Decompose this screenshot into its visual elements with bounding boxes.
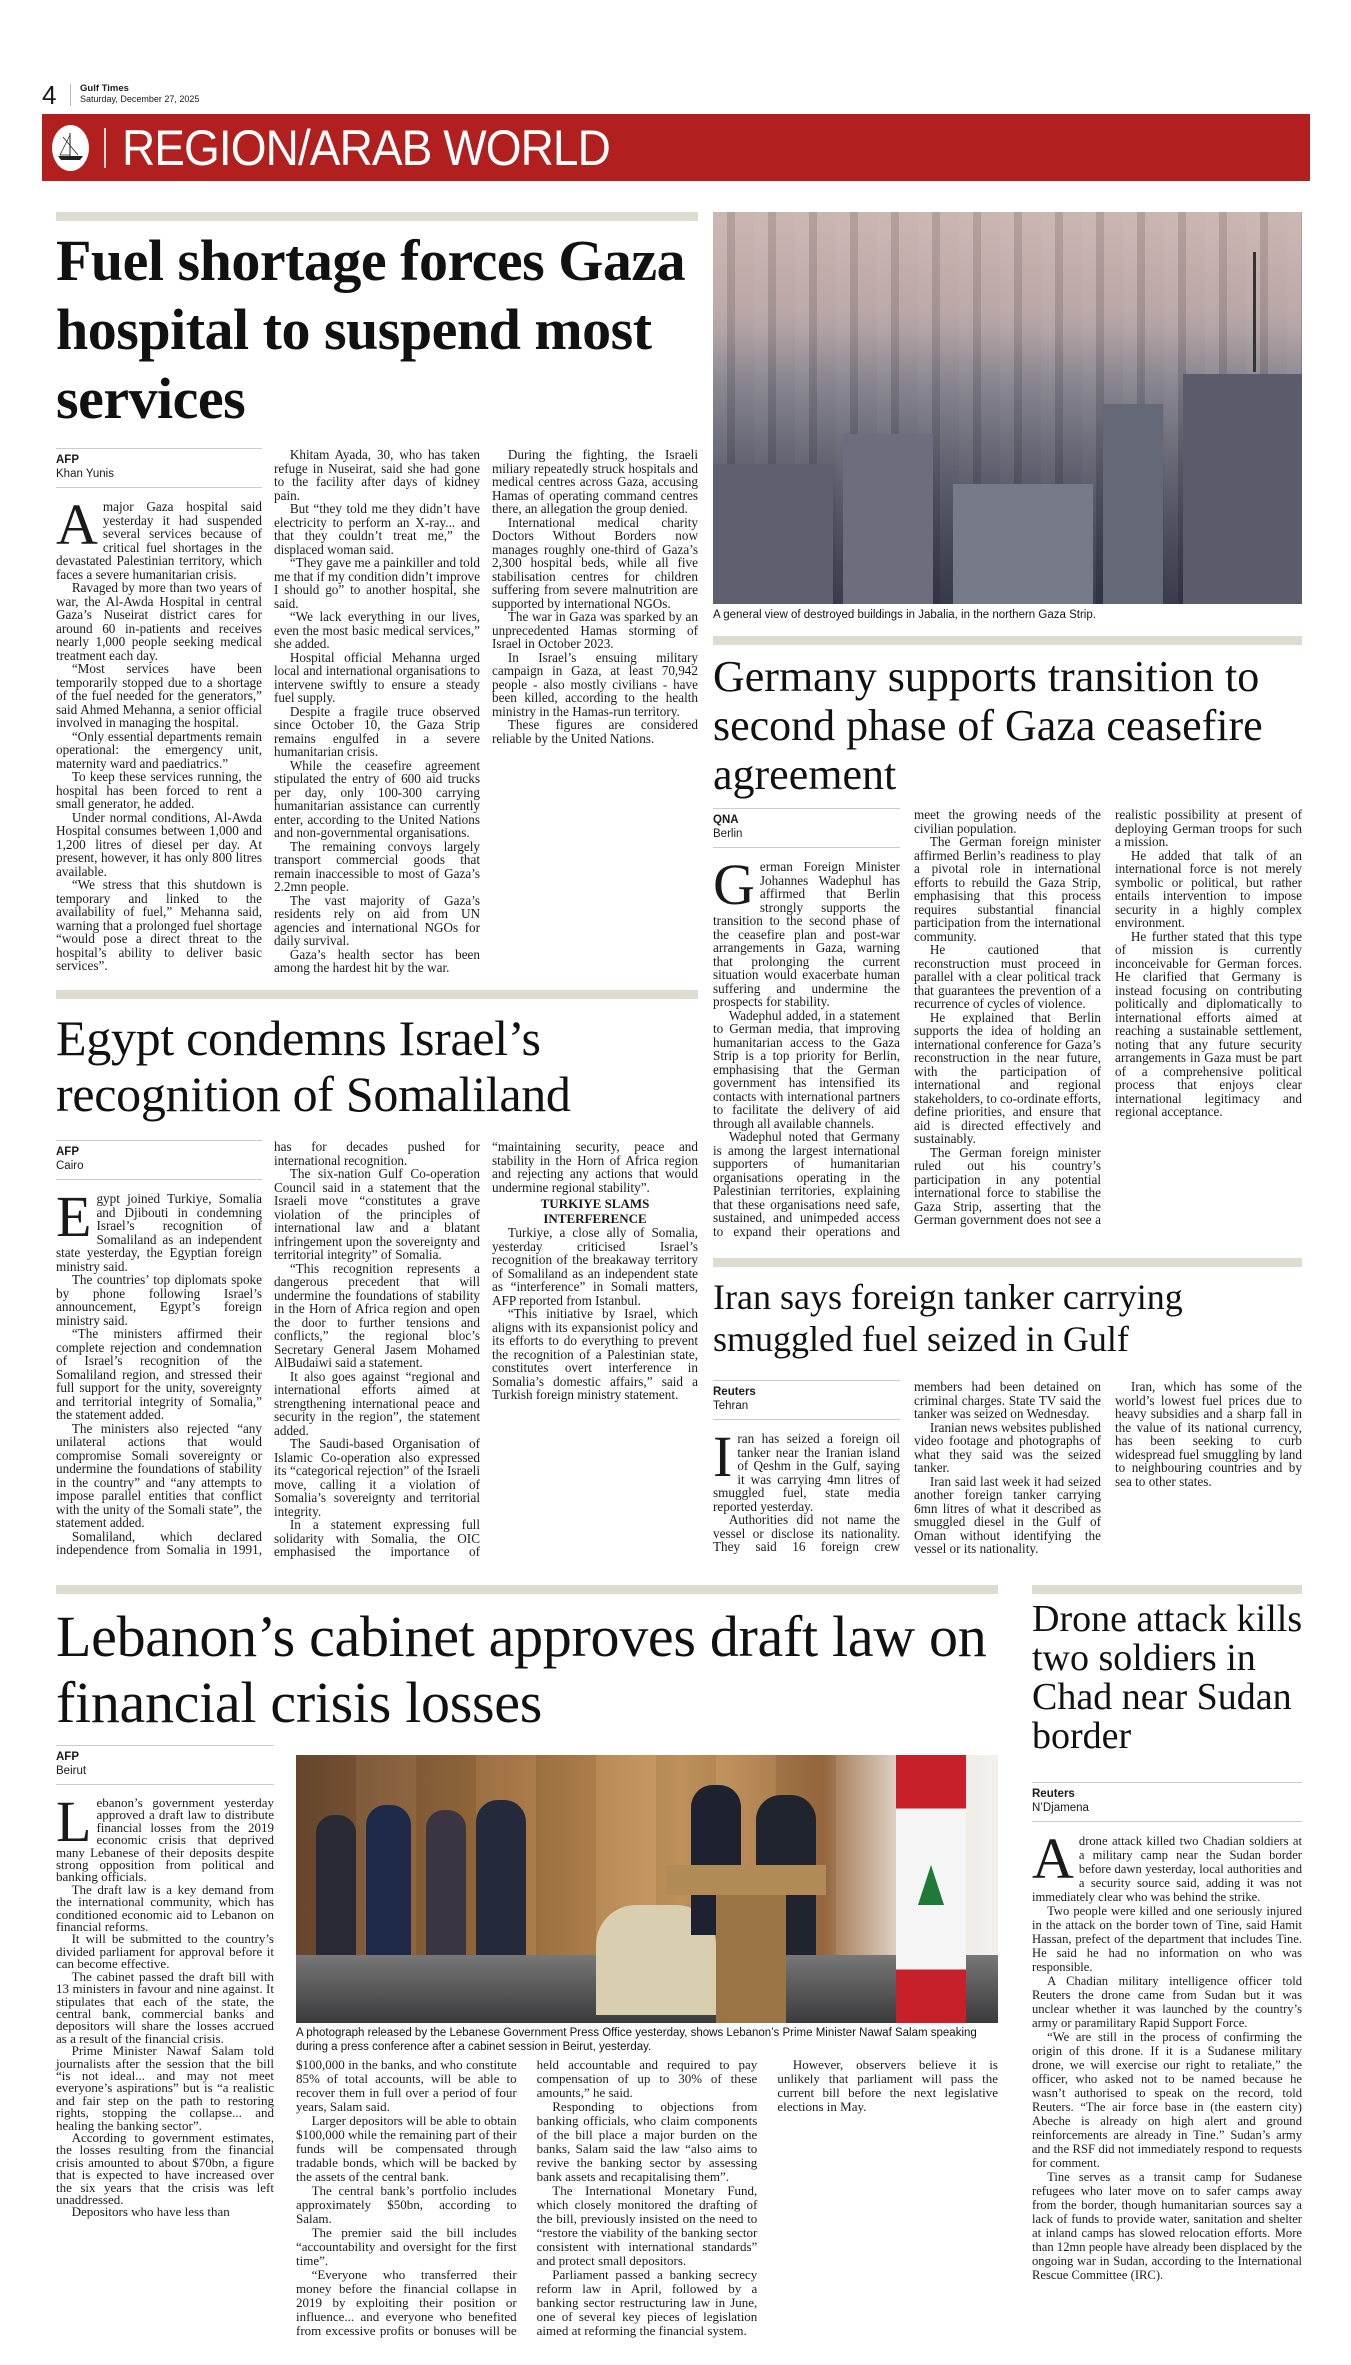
paragraph: Lebanon’s government yesterday approved a draft law to distribute financial losses from the 2019 economic crisis that deprived many Lebanese of their deposits despite strong opposition from political and banking officials.: [56, 1789, 274, 1885]
paragraph: Wadephul added, in a statement to German media, that improving humanitarian access to the Gaza Strip is a top priority for Berlin, emphasising that the German government has intensified its contacts with international partners to facilitate the delivery of aid through all available channels.: [713, 1007, 900, 1131]
egypt-paragraphs-continued: [492, 1226, 698, 1402]
page-number: 4: [42, 80, 57, 110]
germany-paragraphs: [713, 808, 1302, 1238]
paragraph: Authorities did not name the vessel or disclose its nationality. They said 16 foreign crew members had been detained on criminal charges. State TV said the tanker was seized on Wednesday.: [713, 1379, 1101, 1554]
paragraph: Depositors who have less than: [71, 2204, 230, 2220]
paragraph: Iran said last week it had seized another foreign tanker carrying 6mn litres of what it described as smuggled diesel in the Gulf of Oman without identifying the vessel or its nationality.: [914, 1473, 1101, 1556]
byline: [56, 1745, 274, 1785]
paragraph: While the ceasefire agreement stipulated the entry of 600 aid trucks per day, only 100-300 carrying humanitarian assistance can currently enter, according to the United Nations and non-governmental organisations.: [274, 757, 480, 840]
paragraph: The ministers also rejected “any unilateral actions that would compromise Somali sovereignty or undermine the foundations of stability in the country” and “any attempts to impose parallel entities that conflict with the unity of the Somali state”, the statement added.: [56, 1420, 262, 1530]
paragraph: He explained that Berlin supports the idea of holding an international conference for Gaza’s reconstruction in the near future, with the participation of international and regional stakeholders, to co-ordinate efforts, define priorities, and ensure that aid is directed effectively and sustainably.: [914, 1009, 1101, 1146]
paragraph: Responding to objections from banking officials, who claim components of the bill place a major burden on the banks, Salam said the law “also aims to revive the banking sector by assessing bank assets and recapitalising them”.: [536, 2099, 758, 2184]
paragraph: During the fighting, the Israeli miliary repeatedly struck hospitals and medical centres across Gaza, accusing Hamas of operating command centres there, an allegation the group denied.: [492, 447, 698, 516]
section-title: REGION/ARAB WORLD: [122, 120, 610, 176]
byline-agency: AFP: [56, 1146, 79, 1158]
dhow-logo-icon: [52, 125, 89, 171]
byline-agency: Reuters: [1032, 1788, 1075, 1800]
paragraph: Prime Minister Nawaf Salam told journalists after the session that the bill “is not ideal... and may not meet everyone’s aspirations” but is “a realistic and fair step on the path to restoring rights, stopping the collapse... and healing the banking sector”.: [56, 2043, 274, 2133]
paragraph: “Only essential departments remain operational: the emergency unit, maternity ward and paediatrics.”: [56, 728, 262, 771]
paragraph: The cabinet passed the draft bill with 13 ministers in favour and nine against. It stipulates that each of the state, the central bank, commercial banks and depositors will share the losses accrued as a result of the financial crisis.: [56, 1968, 274, 2046]
iran-headline: Iran says foreign tanker carrying smuggled fuel seized in Gulf: [713, 1277, 1183, 1359]
paragraph: International medical charity Doctors Without Borders now manages roughly one-third of Gaza’s 2,300 hospital beds, while all five stabilisation centres for children suffering from severe malnutrition are supported by international NGOs.: [492, 514, 698, 611]
gaza-photo-caption: A general view of destroyed buildings in Jabalia, in the northern Gaza Strip.: [713, 609, 1096, 621]
byline: [713, 808, 900, 848]
byline: [56, 1140, 262, 1180]
lebanon-photo-caption: A photograph released by the Lebanese Government Press Office yesterday, shows Lebanon’s Prime Minister Nawaf Salam speaking during a press conference after a cabinet session in Beirut, yesterday.: [296, 2027, 977, 2053]
paragraph: The central bank’s portfolio includes approximately $50bn, according to Salam.: [296, 2183, 517, 2226]
paragraph: Tine serves as a transit camp for Sudanese refugees who later move on to safer camps away from the border, though humanitarian sources say a lack of funds to provide water, sanitation and shelter at inland camps has slowed relocation efforts. More than 12mn people have already been displaced by the ongoing war in Sudan, according to the International Rescue Committee (IRC).: [1032, 2170, 1302, 2282]
byline-agency: AFP: [56, 1751, 79, 1763]
paragraph: These figures are considered reliable by the United Nations.: [492, 717, 698, 746]
lebanon-headline: Lebanon’s cabinet approves draft law on financial crisis losses: [56, 1604, 987, 1735]
byline-location: Cairo: [56, 1160, 84, 1172]
byline-location: N’Djamena: [1032, 1802, 1089, 1814]
gaza-article-body: [56, 448, 698, 983]
paragraph: “We stress that this shutdown is temporary and linked to the availability of fuel,” Mehanna said, warning that a prolonged fuel shortage “would pose a direct threat to the hospital’s ability to deliver basic services”.: [56, 877, 262, 973]
paragraph: Gaza’s health sector has been among the hardest hit by the war.: [274, 946, 480, 975]
byline-location: Beirut: [56, 1765, 87, 1777]
lebanon-article-body-col1: [56, 1745, 274, 2335]
article-divider: [56, 212, 698, 221]
paragraph: “Everyone who transferred their money before the financial collapse in 2019 by exploiting their position or influence... and everyone who benefited from excessive profits or bonuses will be held accountable and required to pay compensation of up to 30% of these amounts,” he said.: [296, 2057, 758, 2338]
article-divider: [56, 1585, 998, 1594]
paragraph: Khitam Ayada, 30, who has taken refuge in Nuseirat, said she had gone to the facility after days of kidney pain.: [274, 447, 480, 503]
paragraph: According to government estimates, the losses resulting from the financial crisis amounted to about $70bn, a figure that is expected to have increased over the six years that the crisis was left unaddressed.: [56, 2129, 274, 2207]
paragraph: Egypt joined Turkiye, Somalia and Djibouti in condemning Israel’s recognition of Somaliland as an independent state yesterday, the Egyptian foreign ministry said.: [56, 1184, 262, 1274]
paragraph: In Israel’s ensuing military campaign in Gaza, at least 70,942 people - also mostly civilians - have been killed, according to the health ministry in the Hamas-run territory.: [492, 649, 698, 719]
byline: [56, 448, 262, 488]
paragraph: Wadephul noted that Germany is among the largest international supporters of humanitarian organisations operating in the Palestinian territories, explaining that these organisations need safe, sustained, and unimpeded access to expand their operations and meet the growing needs of the civilian population.: [713, 807, 1101, 1239]
paragraph: The countries’ top diplomats spoke by phone following Israel’s announcement, Egypt’s foreign ministry said.: [56, 1272, 262, 1328]
paragraph: He cautioned that reconstruction must proceed in parallel with a clear political track that guarantees the prevention of a recurrence of cycles of violence.: [914, 942, 1101, 1011]
paragraph: “They gave me a painkiller and told me that if my condition didn’t improve I should go” to another hospital, she said.: [274, 555, 480, 611]
lebanon-article-body-cols: [296, 2058, 998, 2338]
paragraph: But “they told me they didn’t have electricity to perform an X-ray... and that they couldn’t treat me,” the displaced woman said.: [274, 501, 480, 557]
paragraph: Hospital official Mehanna urged local and international organisations to intervene swiftly to ensure a steady fuel supply.: [274, 649, 480, 705]
paragraph: Adrone attack killed two Chadian soldiers at a military camp near the Sudan border before dawn yesterday, local authorities and a security source said, adding it was not immediately clear who was behind the strike.: [1032, 1826, 1302, 1904]
publication-info: [80, 84, 199, 104]
gaza-paragraphs: [56, 448, 698, 983]
banner-divider: [104, 128, 106, 168]
paragraph: The premier said the bill includes “accountability and oversight for the first time”.: [296, 2225, 517, 2268]
paragraph: Ravaged by more than two years of war, the Al-Awda Hospital in central Gaza’s Nuseirat district cares for around 60 in-patients and receives nearly 1,000 people seeking medical treatment each day.: [56, 580, 262, 663]
paragraph: “We lack everything in our lives, even the most basic medical services,” she added.: [274, 609, 480, 651]
paragraph: The German foreign minister ruled out his country’s participation in any potential international force to stabilise the Gaza Strip, asserting that the German government does not see a realistic possibility at present of deploying German troops for such a mission.: [914, 807, 1302, 1227]
byline-agency: Reuters: [713, 1386, 756, 1398]
paragraph: Iran, which has some of the world’s lowest fuel prices due to heavy subsidies and a sharp fall in the value of its national currency, has been seeking to curb widespread fuel smuggling by land to neighbouring countries and by sea to other states.: [1115, 1379, 1302, 1489]
paragraph: “This initiative by Israel, which aligns with its expansionist policy and its efforts to do everything to prevent the recognition of a Palestinian state, constitutes overt interference in Somalia’s domestic affairs,” said a Turkish foreign ministry statement.: [492, 1306, 698, 1402]
gaza-destroyed-buildings-photo: [713, 212, 1302, 604]
gaza-headline: Fuel shortage forces Gaza hospital to suspend most services: [56, 228, 686, 431]
paragraph: However, observers believe it is unlikely that parliament will pass the current bill before the next legislative elections in May.: [777, 2057, 998, 2114]
publication-name: Gulf Times: [80, 83, 129, 94]
egypt-subhead: TURKIYE SLAMS INTERFERENCE: [540, 1196, 650, 1226]
paragraph: The Saudi-based Organisation of Islamic Co-operation also expressed its “categorical rejection” of the Israeli move, calling it a violation of Somalia’s sovereignty and territorial integrity.: [274, 1436, 480, 1519]
paragraph: Parliament passed a banking secrecy reform law in April, followed by a banking sector restructuring law in June, one of several key pieces of legislation aimed at reforming the financial system.: [536, 2267, 758, 2338]
egypt-headline: Egypt condemns Israel’s recognition of Somaliland: [56, 1010, 571, 1122]
iran-article-body: [713, 1380, 1302, 1560]
article-divider: [1032, 1585, 1302, 1594]
paragraph: He added that talk of an international force is not merely symbolic or political, but rather entails intervention to impose security in a highly complex environment.: [1115, 847, 1302, 930]
lebanon-press-conference-photo: [296, 1755, 998, 2023]
header-divider: [70, 84, 71, 106]
germany-headline: Germany supports transition to second phase of Gaza ceasefire agreement: [713, 652, 1263, 799]
paragraph: The German foreign minister affirmed Berlin’s readiness to play a pivotal role in international efforts to rebuild the Gaza Strip, emphasising that this process requires substantial financial participation from the international community.: [914, 834, 1101, 944]
paragraph: It will be submitted to the country’s divided parliament for approval before it can become effective.: [56, 1931, 274, 1972]
article-divider: [713, 636, 1302, 645]
paragraph: Somaliland, which declared independence from Somalia in 1991, has for decades pushed for international recognition.: [56, 1139, 480, 1557]
paragraph: German Foreign Minister Johannes Wadephul has affirmed that Berlin strongly supports the transition to the second phase of the ceasefire plan and post-war arrangements in Gaza, warning that prolonging the current situation would exacerbate human suffering and undermine the prospects for stability.: [713, 852, 900, 1009]
chad-paragraphs: [1032, 1826, 1302, 2282]
publication-date: Saturday, December 27, 2025: [80, 94, 200, 104]
lebanon-paragraphs: [56, 1789, 274, 2220]
paragraph: The remaining convoys largely transport commercial goods that remain inaccessible to most of Gaza’s 2.2mn people.: [274, 838, 480, 894]
paragraph: Larger depositors will be able to obtain $100,000 while the remaining part of their funds will be compensated through tradable bonds, which will be backed by the assets of the central bank.: [296, 2113, 517, 2184]
paragraph: To keep these services running, the hospital has been forced to rent a small generator, he added.: [56, 769, 262, 811]
byline-location: Khan Yunis: [56, 468, 114, 480]
paragraph: Amajor Gaza hospital said yesterday it had suspended several services because of critical fuel shortages in the devastated Palestinian territory, which faces a severe humanitarian crisis.: [56, 492, 262, 582]
paragraph: “Most services have been temporarily stopped due to a shortage of the fuel needed for the generators,” said Ahmed Mehanna, a senior official involved in managing the hospital.: [56, 661, 262, 730]
lebanon-paragraphs-continued: [296, 2058, 998, 2338]
paragraph: Iranian news websites published video footage and photographs of what they said was the seized tanker.: [914, 1419, 1101, 1475]
byline: [713, 1380, 900, 1420]
chad-headline: Drone attack kills two soldiers in Chad near Sudan border: [1032, 1598, 1303, 1757]
paragraph: The draft law is a key demand from the international community, which has conditioned economic aid to Lebanon on financial reforms.: [56, 1881, 274, 1935]
byline-location: Berlin: [713, 828, 743, 840]
byline: [1032, 1782, 1302, 1822]
egypt-article-body: [56, 1140, 698, 1565]
byline-agency: AFP: [56, 454, 79, 466]
paragraph: The vast majority of Gaza’s residents rely on aid from UN agencies and international NGOs for daily survival.: [274, 892, 480, 948]
paragraph: The International Monetary Fund, which closely monitored the drafting of the bill, previously insisted on the need to “restore the viability of the banking sector consistent with international standards” and protect small depositors.: [536, 2183, 758, 2268]
paragraph: The six-nation Gulf Co-operation Council said in a statement that the Israeli move “constitutes a grave violation of the principles of international law and a blatant infringement upon the sovereignty and territorial integrity” of Somalia.: [274, 1166, 480, 1262]
paragraph: Iran has seized a foreign oil tanker near the Iranian island of Qeshm in the Gulf, saying it was carrying 4mn litres of smuggled fuel, state media reported yesterday.: [713, 1424, 900, 1514]
paragraph: A Chadian military intelligence officer told Reuters the drone came from Sudan but it was unclear whether it was launched by the country’s army or paramilitary Rapid Support Force.: [1032, 1974, 1302, 2030]
chad-article-body: [1032, 1782, 1302, 2342]
paragraph: Turkiye, a close ally of Somalia, yesterday criticised Israel’s recognition of the breakaway territory of Somaliland as an independent state as “interference” in Somali matters, AFP reported from Istanbul.: [492, 1225, 698, 1308]
paragraph: Under normal conditions, Al-Awda Hospital consumes between 1,000 and 1,200 litres of diesel per day. At present, however, it has only 800 litres available.: [56, 809, 262, 879]
paragraph: He further stated that this type of mission is currently inconceivable for German forces. He clarified that Germany is instead focusing on contributing politically and diplomatically to international efforts aimed at reaching a sustainable settlement, noting that any future security arrangements in Gaza must be part of a comprehensive political process that enjoys clear international legitimacy and regional acceptance.: [1115, 928, 1302, 1119]
byline-location: Tehran: [713, 1400, 749, 1412]
germany-article-body: [713, 808, 1302, 1238]
paragraph: Despite a fragile truce observed since October 10, the Gaza Strip remains engulfed in a severe humanitarian crisis.: [274, 703, 480, 759]
paragraph: Two people were killed and one seriously injured in the attack on the border town of Tine, said Hamit Hassan, prefect of the department that includes Tine. He said he had no information on who was responsible.: [1032, 1904, 1302, 1974]
byline-agency: QNA: [713, 814, 739, 826]
article-divider: [56, 990, 698, 999]
paragraph: It also goes against “regional and international efforts aimed at strengthening international peace and security in the region”, the statement added.: [274, 1368, 480, 1438]
article-divider: [713, 1258, 1302, 1267]
paragraph: The war in Gaza was sparked by an unprecedented Hamas storming of Israel in October 2023.: [492, 609, 698, 651]
paragraph: “This recognition represents a dangerous precedent that will undermine the foundations of stability in the Horn of Africa region and open the door to further tensions and conflicts,” the regional bloc’s Secretary General Jasem Mohamed AlBudaiwi said a statement.: [274, 1260, 480, 1370]
paragraph: $100,000 in the banks, and who constitute 85% of total accounts, will be able to recover them in full over a period of four years, Salam said.: [296, 2057, 517, 2114]
paragraph: In a statement expressing full solidarity with Somalia, the OIC emphasised the importance of “maintaining security, peace and stability in the Horn of Africa region and rejecting any actions that would undermine regional stability”.: [274, 1139, 698, 1559]
paragraph: “We are still in the process of confirming the origin of this drone. If it is a Sudanese military drone, we will exercise our right to retaliate,” the officer, who asked not to be named because he wasn’t authorised to speak on the record, told Reuters. “The air force base in (the eastern city) Abeche is already on high alert and ground reinforcements are already in Tine.” Sudan’s army and the RSF did not immediately respond to requests for comment.: [1032, 2030, 1302, 2170]
paragraph: “The ministers affirmed their complete rejection and condemnation of Israel’s recognition of the Somaliland region, and stressed their full support for the unity, sovereignty and territorial integrity of Somalia,” the statement added.: [56, 1326, 262, 1422]
